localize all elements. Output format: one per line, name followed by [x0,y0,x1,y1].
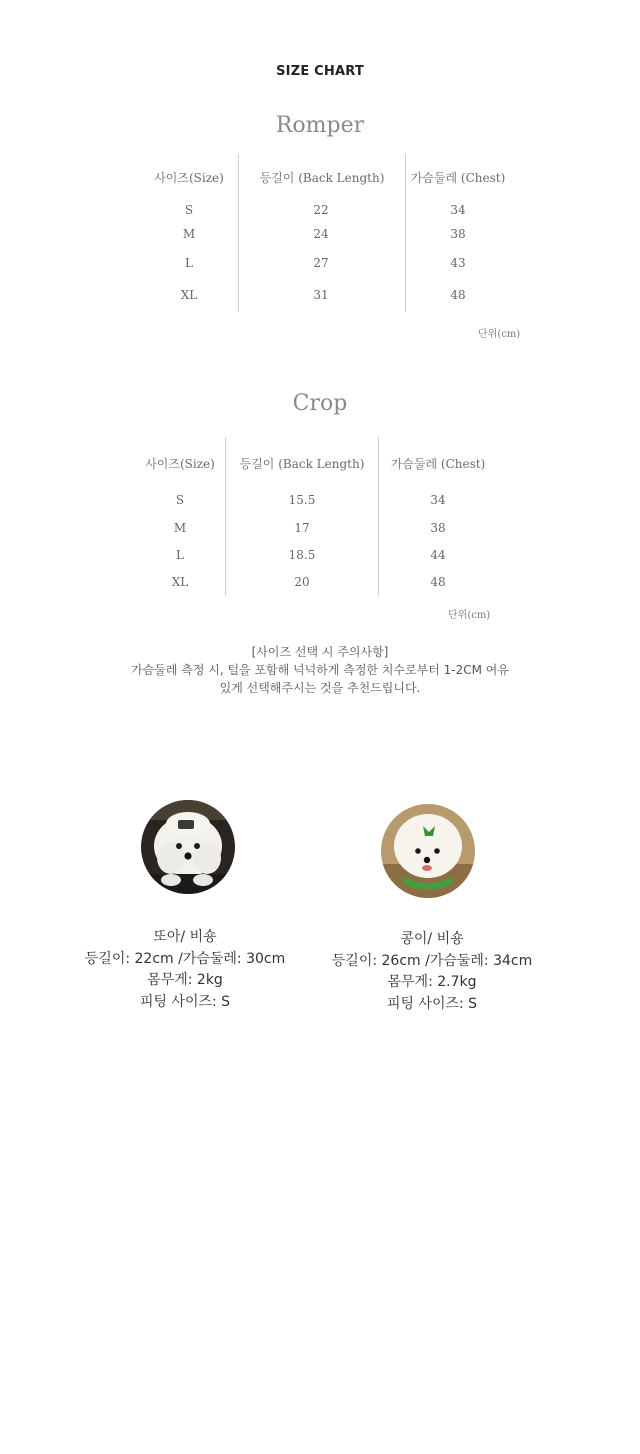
row-back-length: 20 [294,575,310,589]
row-back-length: 22 [313,203,329,217]
row-chest: 34 [430,493,446,507]
row-back-length: 18.5 [288,548,316,562]
row-back-length: 17 [294,521,310,535]
row-back-length: 31 [313,288,329,302]
notice-title: [사이즈 선택 시 주의사항] [251,645,389,659]
header-chest: 가슴둘레 (Chest) [410,171,506,185]
notice-line: 가슴둘레 측정 시, 털을 포함해 넉넉하게 측정한 치수로부터 1-2CM 여유 [131,663,509,677]
header-size: 사이즈(Size) [145,457,215,471]
row-chest: 44 [430,548,446,562]
pet-name: 또아/ 비숑 [153,929,217,945]
pet-weight: 몸무게: 2kg [147,972,223,988]
row-chest: 48 [450,288,466,302]
row-size: XL [180,288,198,302]
row-chest: 38 [430,521,446,535]
row-size: S [175,493,185,507]
row-chest: 38 [450,227,466,241]
pet-fitting-size: 피팅 사이즈: S [139,993,231,1010]
row-size: S [184,203,194,217]
row-back-length: 15.5 [288,493,316,507]
row-size: M [182,227,196,241]
row-back-length: 27 [313,256,329,270]
table-divider [378,437,379,596]
row-size: M [173,521,187,535]
pet-name: 콩이/ 비숑 [400,931,464,947]
size-notice [0,643,640,697]
pet-measurements: 등길이: 26cm /가슴둘레: 34cm [331,952,533,969]
pet-measurements: 등길이: 22cm /가슴둘레: 30cm [84,950,286,967]
row-size: L [176,548,184,562]
row-chest: 48 [430,575,446,589]
crop-unit-label: 단위(cm) [448,610,491,621]
pet-fitting-size: 피팅 사이즈: S [386,995,478,1012]
romper-unit-label: 단위(cm) [478,329,521,340]
page-title: SIZE CHART [276,64,364,79]
header-back-length: 등길이 (Back Length) [259,171,385,185]
row-size: XL [171,575,189,589]
row-chest: 43 [450,256,466,270]
pet-photo-ttoa [141,800,235,894]
row-chest: 34 [450,203,466,217]
pet-info-kongi [282,929,582,1015]
header-size: 사이즈(Size) [154,171,224,185]
notice-line: 있게 선택해주시는 것을 추천드립니다. [219,681,421,695]
crop-title: Crop [292,391,348,416]
pet-photo-kongi [381,804,475,898]
pet-weight: 몸무게: 2.7kg [387,974,477,990]
romper-title: Romper [275,113,365,138]
header-back-length: 등길이 (Back Length) [239,457,365,471]
header-chest: 가슴둘레 (Chest) [390,457,486,471]
row-back-length: 24 [313,227,329,241]
row-size: L [185,256,193,270]
